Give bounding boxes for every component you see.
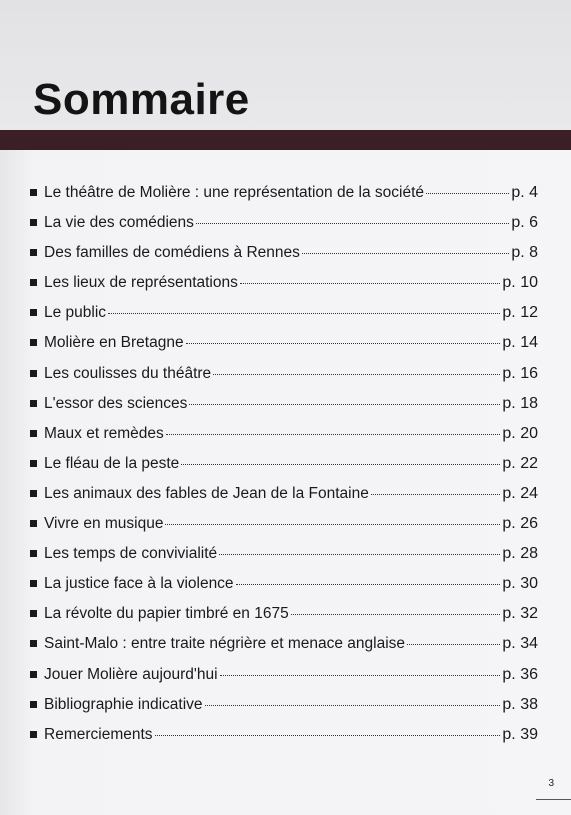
toc-entry [30, 244, 538, 274]
toc-entry-page: p. 4 [511, 184, 538, 201]
toc-entry-page: p. 36 [502, 665, 538, 683]
bullet-square-icon [30, 671, 37, 678]
bullet-square-icon [30, 189, 37, 196]
page-number: 3 [548, 778, 554, 789]
toc-entry-page: p. 14 [502, 334, 538, 352]
toc-entry-page: p. 39 [502, 725, 538, 743]
toc-entry [30, 545, 538, 575]
toc-entry [30, 696, 538, 726]
title-band [0, 130, 571, 150]
bullet-square-icon [30, 640, 37, 647]
toc-entry-page: p. 6 [511, 214, 538, 232]
toc-entry [30, 515, 538, 545]
bullet-square-icon [30, 701, 37, 708]
dot-leader [407, 644, 500, 645]
toc-entry-page: p. 18 [502, 394, 538, 412]
header-area [0, 0, 571, 130]
toc-entry [30, 605, 538, 635]
toc-entry-page: p. 16 [502, 364, 538, 382]
toc-entry [30, 485, 538, 515]
page-number-rule [536, 799, 571, 800]
toc-entry-label: Remerciements [44, 725, 153, 743]
toc-entry-page: p. 20 [502, 424, 538, 442]
toc-entry-label: La révolte du papier timbré en 1675 [44, 605, 289, 623]
page-title: Sommaire [33, 75, 250, 124]
toc-entry [30, 425, 538, 455]
bullet-square-icon [30, 520, 37, 527]
toc-entry [30, 184, 538, 214]
dot-leader [165, 524, 500, 525]
toc-entry-page: p. 30 [502, 575, 538, 593]
bullet-square-icon [30, 430, 37, 437]
toc-entry [30, 304, 538, 334]
dot-leader [240, 283, 501, 284]
toc-entry-label: Saint-Malo : entre traite négrière et menace anglaise [44, 635, 406, 653]
toc-entry-label: Les coulisses du théâtre [44, 364, 212, 382]
dot-leader [166, 434, 501, 435]
toc-entry-page: p. 38 [502, 695, 538, 713]
toc-entry-page: p. 28 [502, 545, 538, 563]
dot-leader [186, 343, 501, 344]
toc-entry-page: p. 22 [502, 454, 538, 472]
toc-entry-label: Maux et remèdes [44, 424, 164, 442]
toc-entry-page: p. 32 [502, 605, 538, 623]
toc-entry [30, 666, 538, 696]
bullet-square-icon [30, 460, 37, 467]
toc-entry-label: La justice face à la violence [44, 575, 234, 593]
table-of-contents [30, 184, 538, 756]
toc-entry-label: Le public [44, 304, 107, 322]
toc-entry-label: Bibliographie indicative [44, 695, 203, 713]
bullet-square-icon [30, 279, 37, 286]
toc-entry-label: La vie des comédiens [44, 214, 194, 232]
dot-leader [108, 313, 500, 314]
bullet-square-icon [30, 731, 37, 738]
toc-entry [30, 274, 538, 304]
toc-entry-page: p. 24 [502, 484, 538, 502]
toc-entry-label: Vivre en musique [44, 515, 164, 533]
bullet-square-icon [30, 249, 37, 256]
toc-entry-label: Les lieux de représentations [44, 274, 238, 292]
bullet-square-icon [30, 580, 37, 587]
dot-leader [371, 494, 501, 495]
dot-leader [220, 675, 501, 676]
toc-entry-page: p. 12 [502, 304, 538, 322]
toc-entry [30, 334, 538, 364]
bullet-square-icon [30, 219, 37, 226]
toc-entry [30, 635, 538, 665]
dot-leader [236, 584, 501, 585]
toc-entry-label: Le théâtre de Molière : une représentation de la société [44, 184, 424, 201]
bullet-square-icon [30, 400, 37, 407]
dot-leader [155, 735, 501, 736]
toc-entry-page: p. 8 [511, 244, 538, 262]
bullet-square-icon [30, 490, 37, 497]
dot-leader [189, 404, 500, 405]
toc-entry-label: Les temps de convivialité [44, 545, 218, 563]
toc-entry [30, 575, 538, 605]
dot-leader [426, 193, 509, 194]
toc-entry-label: Jouer Molière aujourd'hui [44, 665, 218, 683]
toc-entry [30, 395, 538, 425]
toc-entry [30, 726, 538, 756]
bullet-square-icon [30, 309, 37, 316]
bullet-square-icon [30, 339, 37, 346]
bullet-square-icon [30, 550, 37, 557]
toc-entry-label: L'essor des sciences [44, 394, 188, 412]
toc-entry-page: p. 26 [502, 515, 538, 533]
toc-entry [30, 455, 538, 485]
toc-entry-label: Le fléau de la peste [44, 454, 180, 472]
bullet-square-icon [30, 610, 37, 617]
dot-leader [205, 705, 501, 706]
dot-leader [196, 223, 509, 224]
dot-leader [181, 464, 500, 465]
toc-entry-page: p. 34 [502, 635, 538, 653]
toc-entry-label: Des familles de comédiens à Rennes [44, 244, 300, 262]
bullet-square-icon [30, 370, 37, 377]
toc-entry [30, 365, 538, 395]
toc-entry-label: Molière en Bretagne [44, 334, 184, 352]
dot-leader [302, 253, 509, 254]
dot-leader [291, 614, 501, 615]
dot-leader [219, 554, 500, 555]
dot-leader [213, 374, 500, 375]
toc-entry [30, 214, 538, 244]
toc-entry-page: p. 10 [502, 274, 538, 292]
toc-entry-label: Les animaux des fables de Jean de la Fontaine [44, 484, 369, 502]
